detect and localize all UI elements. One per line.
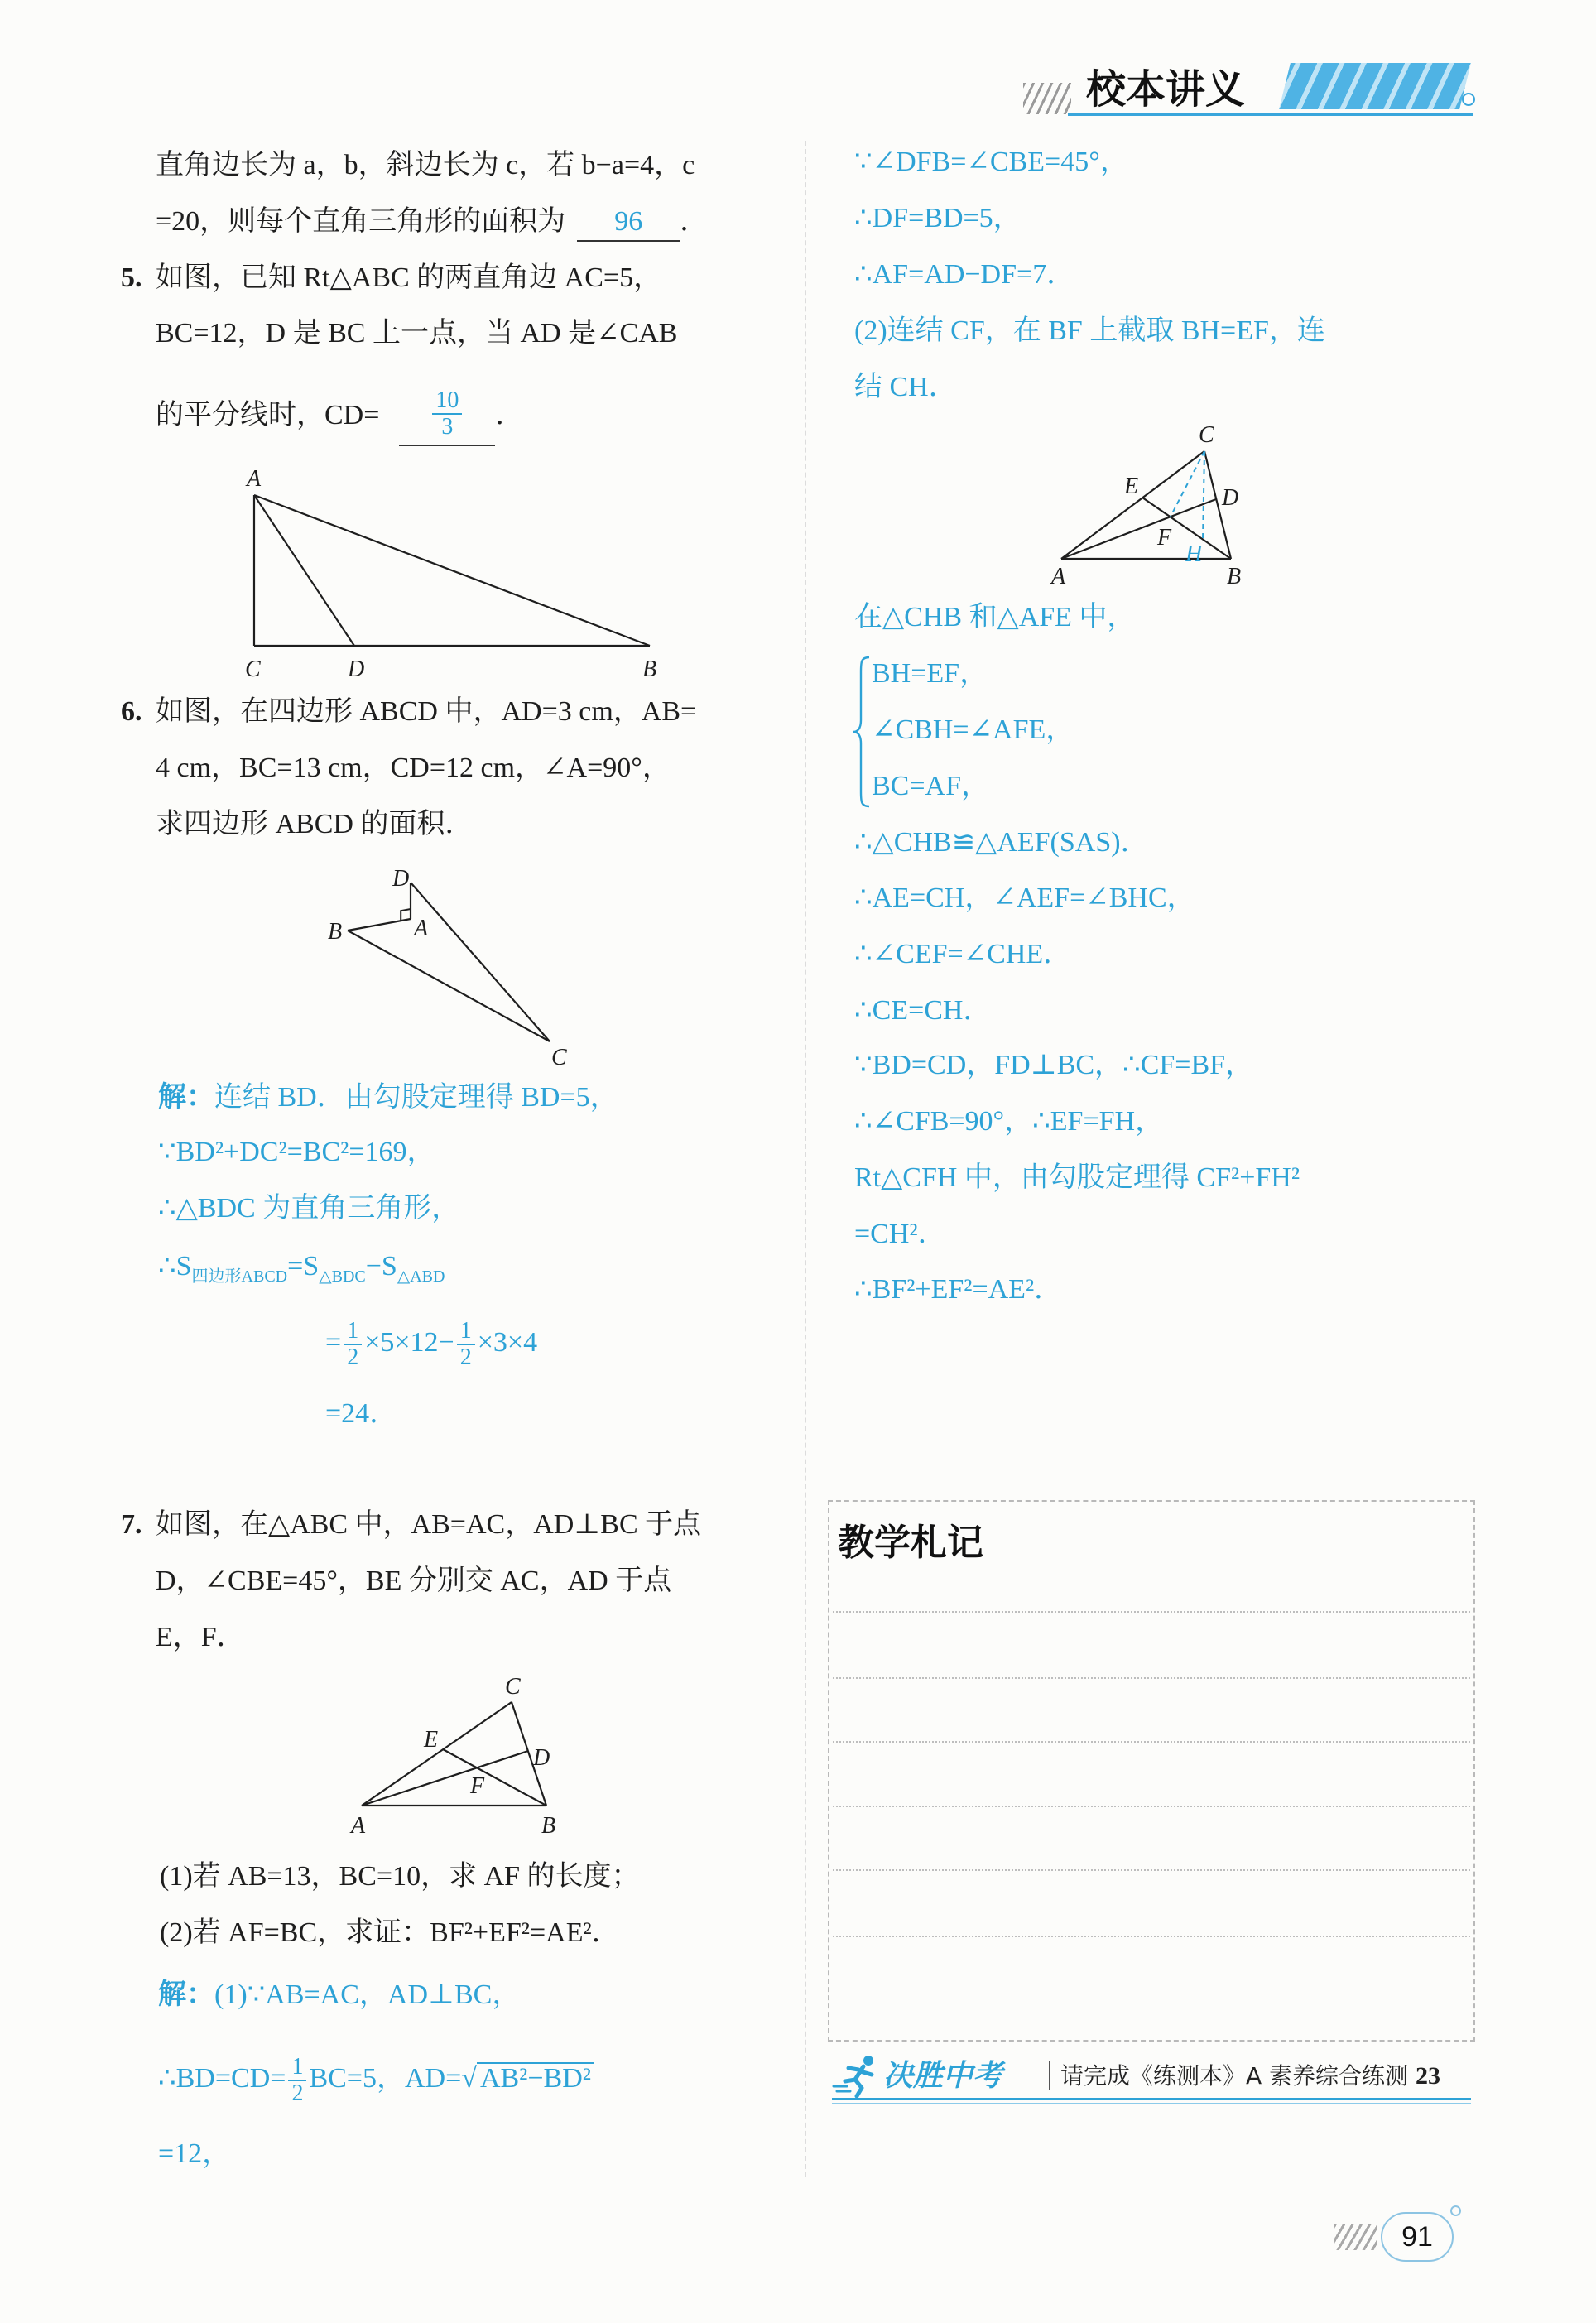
- label-a: A: [351, 1813, 366, 1839]
- page-number: 91: [1381, 2212, 1454, 2262]
- denominator: 2: [347, 1344, 359, 1370]
- footer-banner: [832, 2051, 1471, 2104]
- q7-solution-line3: =12，: [158, 2138, 231, 2169]
- solution-cont-line: ∴△CHB≌△AEF(SAS)．: [854, 827, 1149, 858]
- figure-q7: [331, 1664, 579, 1842]
- solution-cont-line: 在△CHB 和△AFE 中，: [854, 602, 1136, 632]
- solution-cont-line: 结 CH．: [854, 372, 957, 402]
- q5-line3-text: 的平分线时，CD=: [156, 399, 380, 430]
- subscript: △BDC: [319, 1267, 366, 1286]
- numerator: 10: [432, 388, 462, 415]
- label-c: C: [1199, 422, 1214, 448]
- header-rule: [1068, 113, 1473, 116]
- label-f: F: [470, 1773, 485, 1799]
- q6-solution-line5: [325, 1319, 537, 1370]
- solution-cont-line: ∴CE=CH．: [854, 995, 992, 1026]
- expression: ×5×12−: [364, 1326, 454, 1358]
- fraction: [344, 1319, 362, 1370]
- q5-line2: BC=12，D 是 BC 上一点，当 AD 是∠CAB: [156, 318, 678, 349]
- segment-dc: [411, 883, 550, 1041]
- solution-lead: 解：: [158, 1082, 214, 1113]
- q7-solution-line1: [158, 1977, 520, 2013]
- segment-bc: [348, 931, 550, 1041]
- q4-line2: [156, 204, 708, 242]
- column-separator: [805, 141, 806, 2177]
- footer-brand: 决胜中考: [883, 2059, 1003, 2093]
- sqrt-radicand: AB²−BD²: [477, 2062, 594, 2094]
- segment-cf-dashed: [1171, 451, 1204, 517]
- solution-cont-line: ∴BF²+EF²=AE²．: [854, 1274, 1063, 1305]
- q7-number: 7.: [121, 1509, 142, 1540]
- footer-underline: [832, 2098, 1471, 2100]
- footer-underline-thin: [832, 2103, 1471, 2104]
- system-line: ∠CBH=∠AFE，: [872, 714, 1074, 745]
- footer-divider: [1049, 2061, 1050, 2090]
- runner-icon: [832, 2053, 883, 2098]
- equation-brace: [851, 656, 873, 808]
- header-blue-band: [1279, 63, 1471, 109]
- numerator: 1: [288, 2055, 306, 2081]
- page-number-stripes: [1334, 2224, 1377, 2250]
- figure-q7-proof: [1035, 414, 1275, 592]
- segment-ad: [362, 1751, 528, 1806]
- q7-part2: (2)若 AF=BC，求证：BF²+EF²=AE²．: [160, 1917, 620, 1948]
- expression: BC=5，AD=: [309, 2062, 462, 2094]
- q5-answer-fraction: [432, 388, 462, 440]
- label-a: A: [414, 916, 429, 941]
- denominator: 2: [459, 1344, 472, 1370]
- segment-ac: [1061, 451, 1204, 559]
- q6-solution-line3: ∴△BDC 为直角三角形，: [158, 1193, 460, 1224]
- solution-cont-line: Rt△CFH 中，由勾股定理得 CF²+FH²: [854, 1162, 1300, 1193]
- q6-solution-line1: [158, 1080, 618, 1116]
- label-e: E: [424, 1727, 439, 1753]
- system-line: BH=EF，: [872, 658, 988, 689]
- q6-solution-line4: [158, 1248, 445, 1288]
- header-title: 校本讲义: [1086, 66, 1246, 113]
- equals: =: [325, 1326, 342, 1358]
- page-number-dot-icon: [1450, 2205, 1461, 2216]
- sqrt-sign: √: [461, 2062, 477, 2094]
- solution-cont-line: ∴∠CFB=90°，∴EF=FH，: [854, 1106, 1164, 1137]
- q7-line1: 如图，在△ABC 中，AB=AC，AD⊥BC 于点: [156, 1509, 702, 1540]
- label-b: B: [642, 656, 657, 682]
- denominator: 2: [291, 2080, 304, 2106]
- notes-rule: [833, 1611, 1470, 1613]
- q7-line2: D，∠CBE=45°，BE 分别交 AC，AD 于点: [156, 1566, 672, 1596]
- label-f: F: [1157, 525, 1172, 551]
- q6-number: 6.: [121, 696, 142, 727]
- label-c: C: [505, 1674, 521, 1700]
- numerator: 1: [457, 1319, 475, 1345]
- solution-cont-line: ∴AF=AD−DF=7．: [854, 259, 1075, 290]
- label-c: C: [245, 656, 261, 682]
- q6-line3: 求四边形 ABCD 的面积．: [156, 809, 474, 839]
- solution-cont-line: (2)连结 CF，在 BF 上截取 BH=EF，连: [854, 315, 1325, 346]
- q5-number: 5.: [121, 262, 142, 293]
- q7-line3: E，F．: [156, 1622, 245, 1652]
- segment-ab: [254, 495, 650, 646]
- segment-ac: [362, 1702, 512, 1806]
- q5-end: ．: [495, 399, 524, 430]
- fraction: [457, 1319, 475, 1370]
- header-stripes: [1023, 83, 1071, 114]
- footer-test-number: 23: [1415, 2062, 1440, 2090]
- label-b: B: [541, 1813, 556, 1839]
- solution-cont-line: ∴AE=CH，∠AEF=∠BHC，: [854, 883, 1195, 913]
- solution-cont-line: ∵BD=CD，FD⊥BC，∴CF=BF，: [854, 1050, 1254, 1080]
- label-d: D: [1222, 485, 1239, 511]
- area-s: =S: [287, 1251, 320, 1282]
- q4-end: ．: [680, 206, 709, 237]
- notes-rule: [833, 1936, 1470, 1937]
- segment-ch-dashed: [1203, 451, 1204, 540]
- denominator: 3: [441, 414, 454, 440]
- system-line: BC=AF，: [872, 771, 989, 801]
- notes-rule: [833, 1741, 1470, 1743]
- solution-text: (1)∵AB=AC，AD⊥BC，: [214, 1979, 521, 2010]
- q4-line1: 直角边长为 a，b，斜边长为 c，若 b−a=4，c: [156, 150, 695, 180]
- solution-cont-line: ∴DF=BD=5，: [854, 203, 1022, 233]
- label-a: A: [247, 466, 262, 492]
- notes-rule: [833, 1677, 1470, 1679]
- figure-q5: [232, 459, 671, 683]
- solution-cont-line: =CH²．: [854, 1219, 946, 1249]
- fraction: [288, 2055, 306, 2106]
- area-s: ∴S: [158, 1251, 192, 1282]
- footer-instruction: 请完成《练测本》A 素养综合练测: [1060, 2062, 1416, 2090]
- label-a: A: [1051, 564, 1066, 589]
- subscript: 四边形ABCD: [191, 1267, 288, 1286]
- expression: ×3×4: [477, 1326, 538, 1358]
- segment-ad: [254, 495, 354, 646]
- solution-text: 连结 BD．由勾股定理得 BD=5，: [214, 1082, 618, 1113]
- expression: ∴BD=CD=: [158, 2062, 286, 2094]
- label-e: E: [1124, 474, 1139, 499]
- solution-cont-line: ∵∠DFB=∠CBE=45°，: [854, 147, 1128, 177]
- q5-answer-blank: [399, 388, 495, 446]
- q4-line2-text: =20，则每个直角三角形的面积为: [156, 206, 566, 237]
- label-b: B: [328, 919, 343, 945]
- q6-line2: 4 cm，BC=13 cm，CD=12 cm，∠A=90°，: [156, 753, 671, 783]
- label-c: C: [551, 1045, 567, 1070]
- notes-rule: [833, 1869, 1470, 1871]
- q6-solution-line6: =24．: [325, 1398, 398, 1429]
- footer-text: [1060, 2061, 1440, 2091]
- q4-answer: 96: [577, 204, 680, 242]
- label-d: D: [533, 1745, 550, 1771]
- label-b: B: [1227, 564, 1242, 589]
- q6-line1: 如图，在四边形 ABCD 中，AD=3 cm，AB=: [156, 696, 697, 727]
- solution-lead: 解：: [158, 1979, 214, 2010]
- solution-cont-line: ∴∠CEF=∠CHE．: [854, 939, 1072, 969]
- label-d: D: [392, 866, 410, 892]
- label-h: H: [1185, 541, 1203, 567]
- numerator: 1: [344, 1319, 362, 1345]
- header-pin-icon: [1462, 93, 1475, 106]
- q5-line3: [156, 388, 523, 446]
- subscript: △ABD: [397, 1267, 445, 1286]
- q7-part1: (1)若 AB=13，BC=10，求 AF 的长度；: [160, 1861, 640, 1892]
- label-d: D: [348, 656, 365, 682]
- figure-q6: [323, 853, 579, 1070]
- q5-line1: 如图，已知 Rt△ABC 的两直角边 AC=5，: [156, 262, 662, 293]
- notes-rule: [833, 1806, 1470, 1807]
- area-s: −S: [365, 1251, 397, 1282]
- q7-solution-line2: [158, 2055, 594, 2106]
- q6-solution-line2: ∵BD²+DC²=BC²=169，: [158, 1137, 435, 1167]
- teaching-notes-box: [828, 1500, 1475, 2042]
- notes-title: 教学札记: [838, 1522, 983, 1564]
